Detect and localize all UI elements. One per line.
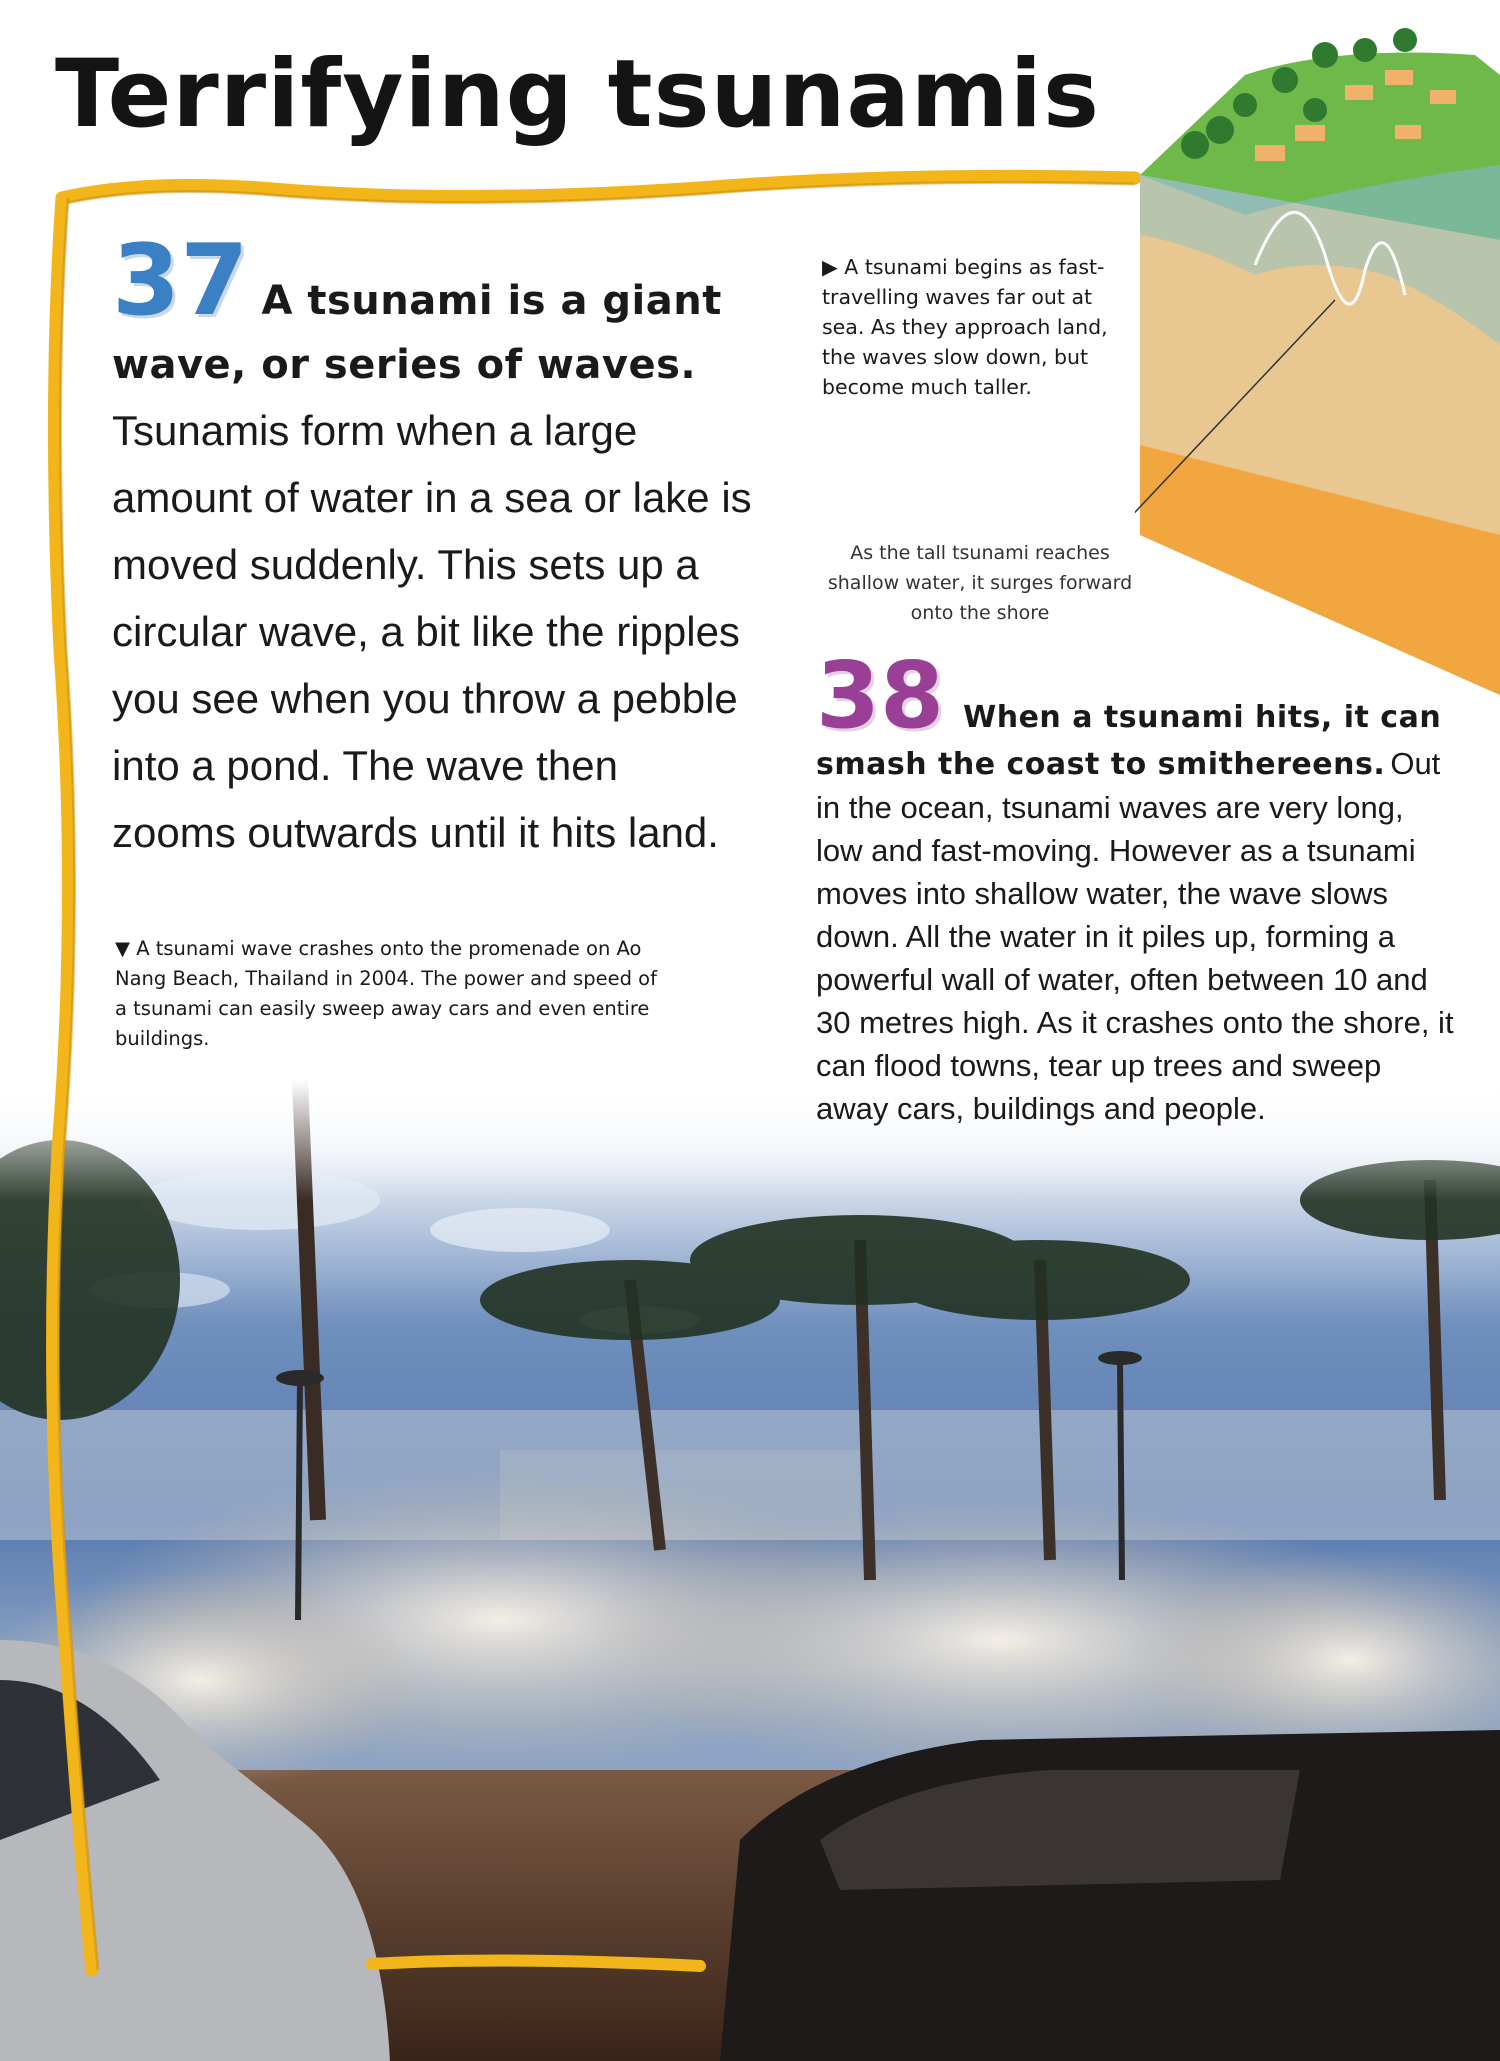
tsunami-photo [0, 1080, 1500, 2061]
fact-lead: A tsunami is a giant wave, or series of waves. [112, 278, 722, 388]
fact-37 [112, 224, 752, 870]
photo-caption: ▼ A tsunami wave crashes onto the promenade on Ao Nang Beach, Thailand in 2004. The power and speed of a tsunami can easily sweep away cars and even entire buildings. [115, 937, 657, 1050]
fact-body: Tsunamis form when a large amount of water in a sea or lake is moved suddenly. This sets up a circular wave, a bit like the ripples you see when you throw a pebble into a pond. The wave then zooms outwards until it hits land. [112, 407, 752, 856]
tsunami-diagram [1135, 15, 1500, 695]
fact-body: Out in the ocean, tsunami waves are very long, low and fast-moving. However as a tsunami moves into shallow water, the wave slows down. All the water in it piles up, forming a powerful wall of water, often between 10 and 30 metres high. As it crashes onto the shore, it can flood towns, tear up trees and sweep away cars, buildings and people. [816, 746, 1454, 1126]
diagram-caption: ▶ A tsunami begins as fast-travelling waves far out at sea. As they approach land, the waves slow down, but become much taller. [822, 255, 1108, 399]
fact-38 [816, 642, 1456, 1130]
fact-number: 37 [112, 224, 249, 338]
fact-number: 38 [816, 642, 945, 749]
page-title: Terrifying tsunamis [55, 40, 1100, 149]
diagram-shore-label: As the tall tsunami reaches shallow water, it surges forward onto the shore [827, 542, 1133, 624]
fact-lead: When a tsunami hits, it can smash the coast to smithereens. [816, 700, 1442, 782]
